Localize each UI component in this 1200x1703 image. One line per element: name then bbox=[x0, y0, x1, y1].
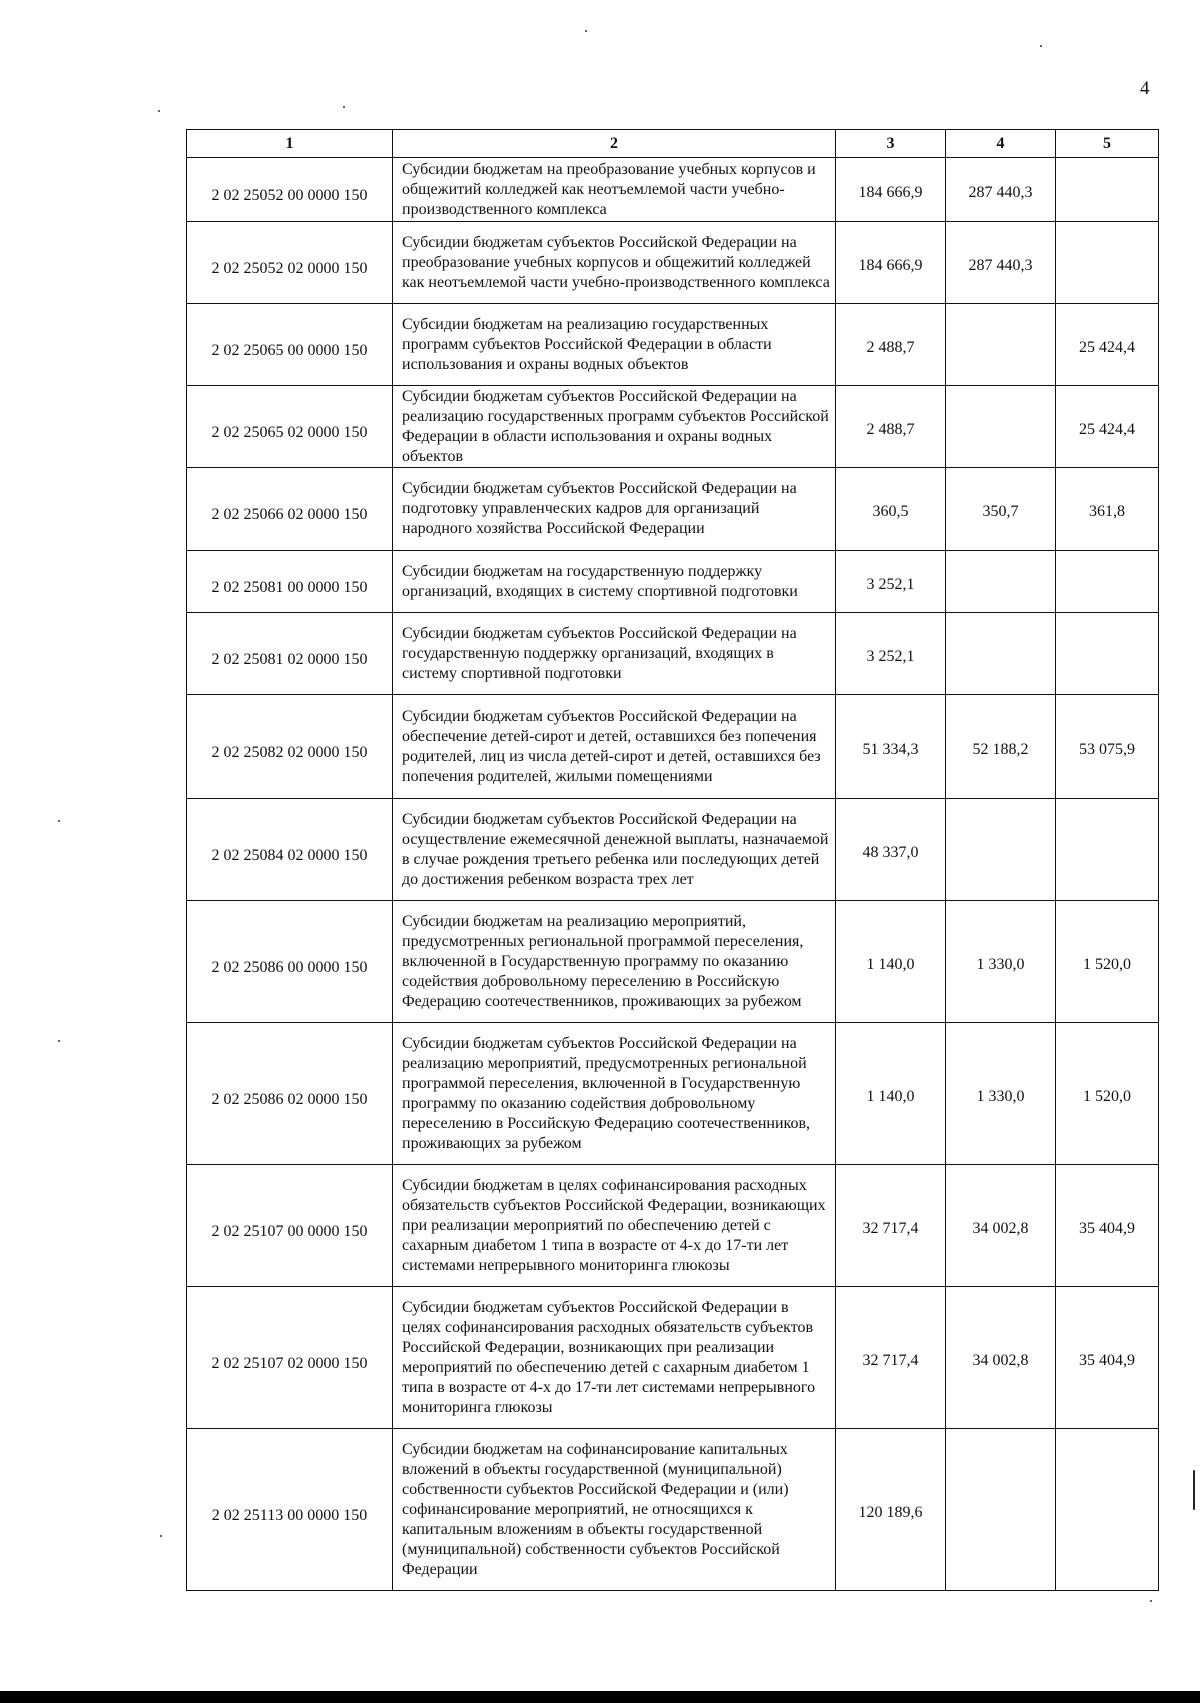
row-name: Субсидии бюджетам субъектов Российской Федерации на осуществление ежемесячной денежной выплаты, назначаемой в случае рождения третьего ребенка или последующих детей до достижения ребенком возраста трех лет bbox=[393, 799, 836, 901]
row-name: Субсидии бюджетам субъектов Российской Федерации на реализацию государственных программ субъектов Российской Федерации в области использования и охраны водных объектов bbox=[393, 386, 836, 468]
table-row bbox=[187, 695, 1159, 799]
row-value-4 bbox=[946, 613, 1056, 695]
row-code: 2 02 25052 00 0000 150 bbox=[187, 158, 393, 222]
row-value-4: 34 002,8 bbox=[946, 1287, 1056, 1429]
scan-speck bbox=[58, 820, 60, 822]
row-value-4: 350,7 bbox=[946, 468, 1056, 551]
row-value-5: 1 520,0 bbox=[1056, 901, 1159, 1023]
row-value-5: 25 424,4 bbox=[1056, 304, 1159, 386]
table-row bbox=[187, 1429, 1159, 1591]
row-value-5 bbox=[1056, 1429, 1159, 1591]
row-code: 2 02 25086 02 0000 150 bbox=[187, 1023, 393, 1165]
row-value-5 bbox=[1056, 222, 1159, 304]
row-code: 2 02 25065 02 0000 150 bbox=[187, 386, 393, 468]
table-row bbox=[187, 613, 1159, 695]
row-name: Субсидии бюджетам субъектов Российской Федерации на реализацию мероприятий, предусмотренных региональной программой переселения, включенной в Государственную программу по оказанию содействия добровольному переселению в Российскую Федерацию соотечественников, проживающих за рубежом bbox=[393, 1023, 836, 1165]
row-value-5: 25 424,4 bbox=[1056, 386, 1159, 468]
table-row bbox=[187, 386, 1159, 468]
row-value-5 bbox=[1056, 799, 1159, 901]
row-value-5 bbox=[1056, 158, 1159, 222]
row-value-3: 32 717,4 bbox=[836, 1287, 946, 1429]
scan-speck bbox=[58, 1040, 60, 1042]
row-name: Субсидии бюджетам в целях софинансирования расходных обязательств субъектов Российской Федерации, возникающих при реализации мероприятий по обеспечению детей с сахарным диабетом 1 типа в возрасте от 4-х до 17-ти лет системами непрерывного мониторинга глюкозы bbox=[393, 1165, 836, 1287]
row-code: 2 02 25107 00 0000 150 bbox=[187, 1165, 393, 1287]
row-code: 2 02 25084 02 0000 150 bbox=[187, 799, 393, 901]
row-value-5 bbox=[1056, 551, 1159, 613]
table-row bbox=[187, 468, 1159, 551]
row-value-4 bbox=[946, 551, 1056, 613]
row-value-3: 3 252,1 bbox=[836, 551, 946, 613]
row-value-4: 52 188,2 bbox=[946, 695, 1056, 799]
row-value-3: 1 140,0 bbox=[836, 1023, 946, 1165]
row-name: Субсидии бюджетам субъектов Российской Федерации на преобразование учебных корпусов и общежитий колледжей как неотъемлемой части учебно-производственного комплекса bbox=[393, 222, 836, 304]
row-name: Субсидии бюджетам на софинансирование капитальных вложений в объекты государственной (муниципальной) собственности субъектов Российской Федерации и (или) софинансирование мероприятий, не относящихся к капитальным вложениям в объекты государственной (муниципальной) собственности субъектов Российской Федерации bbox=[393, 1429, 836, 1591]
table-row bbox=[187, 1023, 1159, 1165]
row-value-4 bbox=[946, 304, 1056, 386]
row-code: 2 02 25082 02 0000 150 bbox=[187, 695, 393, 799]
header-col-5: 5 bbox=[1056, 130, 1159, 158]
row-value-3: 184 666,9 bbox=[836, 222, 946, 304]
table-row bbox=[187, 799, 1159, 901]
row-value-5: 53 075,9 bbox=[1056, 695, 1159, 799]
row-value-4 bbox=[946, 1429, 1056, 1591]
scan-speck bbox=[1040, 45, 1042, 47]
row-value-3: 184 666,9 bbox=[836, 158, 946, 222]
row-code: 2 02 25086 00 0000 150 bbox=[187, 901, 393, 1023]
header-col-2: 2 bbox=[393, 130, 836, 158]
header-col-3: 3 bbox=[836, 130, 946, 158]
row-value-4: 287 440,3 bbox=[946, 222, 1056, 304]
row-code: 2 02 25065 00 0000 150 bbox=[187, 304, 393, 386]
scan-bottom-edge bbox=[0, 1691, 1200, 1703]
row-value-3: 3 252,1 bbox=[836, 613, 946, 695]
row-value-3: 2 488,7 bbox=[836, 386, 946, 468]
table-row bbox=[187, 551, 1159, 613]
scan-edge-mark bbox=[1193, 1470, 1195, 1510]
table-row bbox=[187, 1287, 1159, 1429]
row-value-3: 360,5 bbox=[836, 468, 946, 551]
row-value-5: 361,8 bbox=[1056, 468, 1159, 551]
row-value-5 bbox=[1056, 613, 1159, 695]
scan-speck bbox=[1150, 1600, 1152, 1602]
header-col-1: 1 bbox=[187, 130, 393, 158]
row-code: 2 02 25113 00 0000 150 bbox=[187, 1429, 393, 1591]
row-name: Субсидии бюджетам на реализацию мероприятий, предусмотренных региональной программой переселения, включенной в Государственную программу по оказанию содействия добровольному переселению в Российскую Федерацию соотечественников, проживающих за рубежом bbox=[393, 901, 836, 1023]
scan-speck bbox=[158, 110, 160, 112]
row-name: Субсидии бюджетам субъектов Российской Федерации на подготовку управленческих кадров для организаций народного хозяйства Российской Федерации bbox=[393, 468, 836, 551]
row-code: 2 02 25081 02 0000 150 bbox=[187, 613, 393, 695]
table-row bbox=[187, 1165, 1159, 1287]
row-value-5: 35 404,9 bbox=[1056, 1287, 1159, 1429]
row-value-4: 1 330,0 bbox=[946, 901, 1056, 1023]
row-name: Субсидии бюджетам на реализацию государственных программ субъектов Российской Федерации в области использования и охраны водных объектов bbox=[393, 304, 836, 386]
row-code: 2 02 25052 02 0000 150 bbox=[187, 222, 393, 304]
table-row bbox=[187, 901, 1159, 1023]
table-row bbox=[187, 158, 1159, 222]
row-code: 2 02 25066 02 0000 150 bbox=[187, 468, 393, 551]
row-value-3: 48 337,0 bbox=[836, 799, 946, 901]
header-row bbox=[187, 130, 1159, 158]
row-value-3: 51 334,3 bbox=[836, 695, 946, 799]
row-value-5: 35 404,9 bbox=[1056, 1165, 1159, 1287]
row-code: 2 02 25081 00 0000 150 bbox=[187, 551, 393, 613]
row-value-3: 1 140,0 bbox=[836, 901, 946, 1023]
row-value-3: 32 717,4 bbox=[836, 1165, 946, 1287]
row-value-4 bbox=[946, 386, 1056, 468]
header-col-4: 4 bbox=[946, 130, 1056, 158]
scan-speck bbox=[585, 30, 587, 32]
row-value-5: 1 520,0 bbox=[1056, 1023, 1159, 1165]
page-number: 4 bbox=[1140, 78, 1150, 99]
row-name: Субсидии бюджетам на государственную поддержку организаций, входящих в систему спортивной подготовки bbox=[393, 551, 836, 613]
row-value-4: 287 440,3 bbox=[946, 158, 1056, 222]
row-name: Субсидии бюджетам субъектов Российской Федерации в целях софинансирования расходных обязательств субъектов Российской Федерации, возникающих при реализации мероприятий по обеспечению детей с сахарным диабетом 1 типа в возрасте от 4-х до 17-ти лет системами непрерывного мониторинга глюкозы bbox=[393, 1287, 836, 1429]
row-value-3: 2 488,7 bbox=[836, 304, 946, 386]
row-name: Субсидии бюджетам субъектов Российской Федерации на государственную поддержку организаций, входящих в систему спортивной подготовки bbox=[393, 613, 836, 695]
table-row bbox=[187, 222, 1159, 304]
scan-speck bbox=[160, 1535, 162, 1537]
scan-speck bbox=[343, 106, 345, 108]
row-value-3: 120 189,6 bbox=[836, 1429, 946, 1591]
row-value-4 bbox=[946, 799, 1056, 901]
row-code: 2 02 25107 02 0000 150 bbox=[187, 1287, 393, 1429]
row-value-4: 34 002,8 bbox=[946, 1165, 1056, 1287]
row-value-4: 1 330,0 bbox=[946, 1023, 1056, 1165]
row-name: Субсидии бюджетам на преобразование учебных корпусов и общежитий колледжей как неотъемлемой части учебно-производственного комплекса bbox=[393, 158, 836, 222]
budget-table bbox=[186, 129, 1159, 1591]
table-row bbox=[187, 304, 1159, 386]
row-name: Субсидии бюджетам субъектов Российской Федерации на обеспечение детей-сирот и детей, оставшихся без попечения родителей, лиц из числа детей-сирот и детей, оставшихся без попечения родителей, жилыми помещениями bbox=[393, 695, 836, 799]
